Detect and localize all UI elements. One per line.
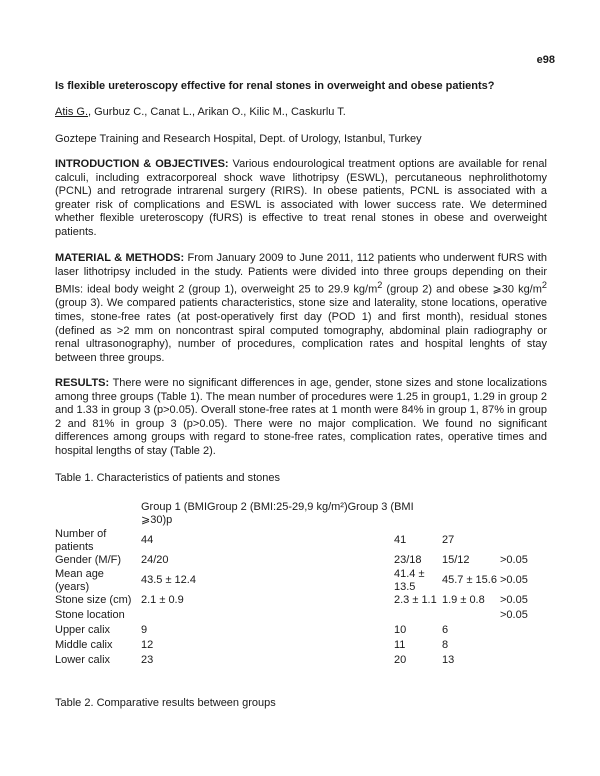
table-cell: 45.7 ± 15.6 bbox=[442, 574, 497, 587]
table-cell: 6 bbox=[442, 624, 449, 637]
table-cell bbox=[442, 608, 500, 623]
table-cell: Gender (M/F) bbox=[55, 554, 122, 567]
table-cell: 10 bbox=[394, 624, 407, 637]
table-cell: >0.05 bbox=[500, 594, 528, 607]
table-row bbox=[55, 623, 550, 638]
table-cell: 15/12 bbox=[442, 554, 470, 567]
table-cell: 20 bbox=[394, 654, 407, 667]
intro-heading: INTRODUCTION & OBJECTIVES: bbox=[55, 158, 229, 170]
table-row bbox=[55, 608, 550, 623]
page-number: e98 bbox=[536, 54, 555, 66]
table-cell bbox=[500, 623, 550, 638]
table-cell: 8 bbox=[442, 639, 449, 652]
affiliation: Goztepe Training and Research Hospital, Dept. of Urology, Istanbul, Turkey bbox=[55, 133, 422, 145]
table-row bbox=[55, 553, 550, 568]
table-cell: Stone location bbox=[55, 609, 125, 622]
table-cell: >0.05 bbox=[500, 554, 528, 567]
table-cell: 24/20 bbox=[141, 554, 169, 567]
results-heading: RESULTS: bbox=[55, 377, 110, 389]
presenting-author: Atis G. bbox=[55, 106, 89, 118]
table-row bbox=[55, 638, 550, 653]
intro-text: Various endourological treatment options are available for renal calculi, including extracorporeal shock wave lithotripsy (ESWL), percutaneous nephrolithotomy (PCNL) and retrograde intrarenal surgery (RIRS). In obese patients, PCNL is associated with a greater risk of complications and ESWL is associated with lower success rate. We determined whether flexible ureteroscopy (fURS) is effective to treat renal stones in obese and overweight patients. bbox=[55, 158, 547, 238]
table-row bbox=[55, 593, 550, 608]
table-cell: >0.05 bbox=[500, 609, 528, 622]
table-cell: 23/18 bbox=[394, 554, 422, 567]
methods-text-a: From January 2009 to June 2011, 112 patients who underwent fURS with laser lithotripsy included in the study. Patients were divided into three groups depending on their BMIs: ideal body weight 2 (group 1), overweight 25 to 29.9 kg/m bbox=[55, 252, 547, 296]
table-cell: Upper calix bbox=[55, 624, 111, 637]
methods-text-b: (group 2) and obese ⩾30 kg/m bbox=[382, 283, 542, 296]
table-cell: 43.5 ± 12.4 bbox=[141, 574, 196, 587]
table-cell: 41 bbox=[394, 534, 407, 547]
co-authors: , Gurbuz C., Canat L., Arikan O., Kilic M., Caskurlu T. bbox=[88, 106, 346, 118]
table-cell: 1.9 ± 0.8 bbox=[442, 594, 485, 607]
table1 bbox=[55, 528, 550, 668]
table-cell: 11 bbox=[394, 639, 406, 652]
table-cell: Lower calix bbox=[55, 654, 111, 667]
table-cell: Stone size (cm) bbox=[55, 594, 132, 607]
table-cell: 13 bbox=[442, 654, 455, 667]
table1-body bbox=[55, 528, 550, 668]
table-cell: 41.4 ± 13.5 bbox=[394, 568, 425, 593]
table-cell: Middle calix bbox=[55, 639, 113, 652]
table-cell bbox=[141, 608, 394, 623]
table-cell: 27 bbox=[442, 534, 455, 547]
methods-sup-2: 2 bbox=[541, 280, 547, 291]
table-cell bbox=[500, 528, 550, 553]
methods-text-c: (group 3). We compared patients characteristics, stone size and laterality, stone locations, operative times, stone-free rates (at post-operatively first day (POD 1) and first month), residual stones (defined as >2 mm on noncontrast spiral computed tomography, abdominal plain radiography or renal ultrasonography), number of procedures, complication rates and hospital lenghts of stay between three groups. bbox=[55, 297, 547, 364]
methods-section bbox=[55, 252, 547, 365]
table1-header: Group 1 (BMIGroup 2 (BMI:25-29,9 kg/m²)Group 3 (BMI ⩾30)p bbox=[141, 501, 414, 526]
table-cell: 9 bbox=[141, 624, 148, 637]
methods-sup-1: 2 bbox=[377, 280, 383, 291]
table-cell bbox=[500, 653, 550, 668]
table-cell: Mean age (years) bbox=[55, 568, 104, 593]
table-cell: 12 bbox=[141, 639, 154, 652]
abstract-title: Is flexible ureteroscopy effective for renal stones in overweight and obese patients? bbox=[55, 80, 495, 92]
table-cell: 23 bbox=[141, 654, 154, 667]
table-cell: 2.3 ± 1.1 bbox=[394, 594, 437, 607]
author-list bbox=[55, 106, 346, 118]
methods-heading: MATERIAL & METHODS: bbox=[55, 252, 185, 264]
table-cell: Number of patients bbox=[55, 528, 107, 553]
results-text: There were no significant differences in age, gender, stone sizes and stone localizations among three groups (Table 1). The mean number of procedures were 1.25 in group1, 1.29 in group 2 and 1.33 in group 3 (p>0.05). Overall stone-free rates at 1 month were 84% in group 1, 87% in group 2 and 81% in group 3 (p>0.05). There were no major complication. We found no significant differences among groups with regard to stone-free rates, complication rates, operative times and hospital lengths of stay (Table 2). bbox=[55, 377, 547, 457]
table1-caption: Table 1. Characteristics of patients and stones bbox=[55, 472, 281, 484]
table-cell bbox=[394, 608, 442, 623]
table-row bbox=[55, 653, 550, 668]
table-cell: 44 bbox=[141, 534, 154, 547]
table-cell bbox=[500, 638, 550, 653]
intro-section bbox=[55, 158, 547, 240]
table-cell: 2.1 ± 0.9 bbox=[141, 594, 184, 607]
table2-caption: Table 2. Comparative results between groups bbox=[55, 697, 276, 709]
table-row bbox=[55, 528, 550, 553]
table-row bbox=[55, 568, 550, 593]
table-cell: >0.05 bbox=[500, 574, 528, 587]
results-section bbox=[55, 377, 547, 459]
